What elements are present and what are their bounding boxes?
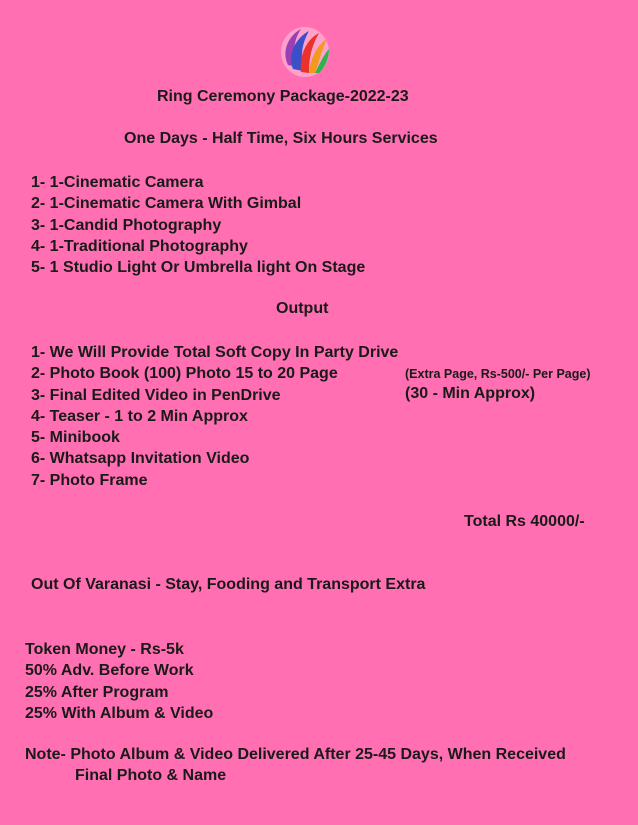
payment-item: Token Money - Rs-5k bbox=[25, 641, 184, 658]
service-item: 5- 1 Studio Light Or Umbrella light On Stage bbox=[31, 259, 366, 277]
output-list bbox=[31, 342, 398, 491]
delivery-note-continued: Final Photo & Name bbox=[75, 767, 227, 784]
output-item: 5- Minibook bbox=[31, 429, 120, 447]
payment-item: 25% With Album & Video bbox=[25, 704, 214, 722]
company-logo bbox=[279, 25, 331, 79]
package-title: Ring Ceremony Package-2022-23 bbox=[157, 88, 409, 105]
output-item: 6- Whatsapp Invitation Video bbox=[31, 450, 250, 468]
delivery-note: Note- Photo Album & Video Delivered After 25-45 Days, When Received bbox=[25, 746, 566, 763]
flame-logo-icon bbox=[279, 25, 331, 79]
total-price: Total Rs 40000/- bbox=[464, 513, 585, 530]
video-duration-note: (30 - Min Approx) bbox=[405, 385, 536, 402]
travel-note: Out Of Varanasi - Stay, Fooding and Transport Extra bbox=[31, 576, 426, 593]
service-item: 4- 1-Traditional Photography bbox=[31, 237, 248, 255]
output-heading: Output bbox=[276, 300, 329, 317]
service-item: 1- 1-Cinematic Camera bbox=[31, 174, 204, 191]
service-item: 3- 1-Candid Photography bbox=[31, 216, 222, 234]
services-list bbox=[31, 172, 365, 278]
output-item: 1- We Will Provide Total Soft Copy In Party Drive bbox=[31, 344, 399, 361]
payment-item: 25% After Program bbox=[25, 683, 169, 701]
service-item: 2- 1-Cinematic Camera With Gimbal bbox=[31, 195, 302, 213]
payment-terms bbox=[25, 639, 213, 724]
output-item: 7- Photo Frame bbox=[31, 471, 148, 489]
payment-item: 50% Adv. Before Work bbox=[25, 662, 194, 680]
package-subtitle: One Days - Half Time, Six Hours Services bbox=[124, 130, 438, 147]
output-item: 4- Teaser - 1 to 2 Min Approx bbox=[31, 407, 248, 425]
photo-book-note: (Extra Page, Rs-500/- Per Page) bbox=[405, 367, 591, 381]
output-item: 3- Final Edited Video in PenDrive bbox=[31, 386, 281, 404]
output-item: 2- Photo Book (100) Photo 15 to 20 Page bbox=[31, 365, 338, 383]
